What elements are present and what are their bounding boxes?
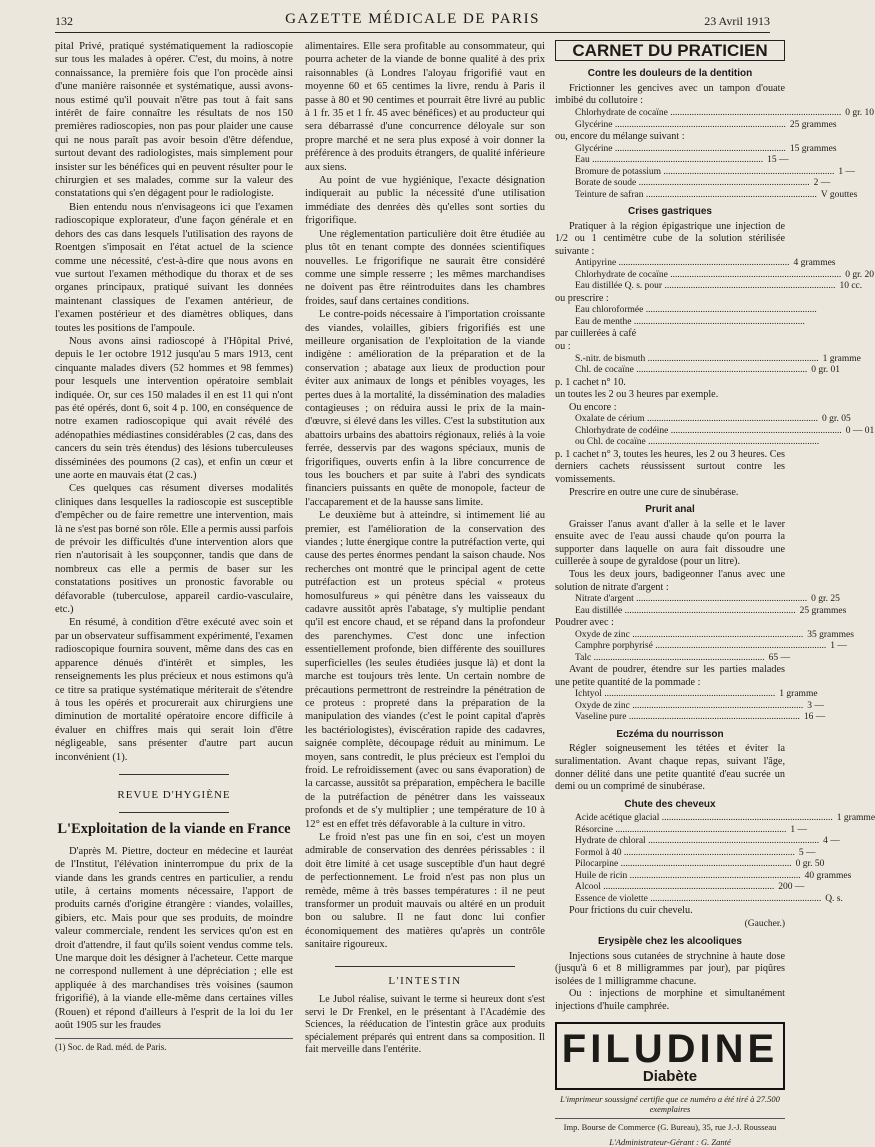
dose: 200 — bbox=[778, 882, 805, 893]
paragraph: Avant de poudrer, étendre sur les parties malades une petite quantité de la pommade : bbox=[555, 664, 785, 688]
dose: 0 gr. 50 bbox=[795, 859, 825, 870]
dose: 25 grammes bbox=[789, 119, 837, 130]
dose: 2 — bbox=[813, 178, 831, 189]
prescription-line bbox=[555, 859, 825, 871]
ingredient: Acide acétique glacial ..... bbox=[575, 813, 833, 825]
column-3 bbox=[555, 40, 875, 1147]
dose bbox=[805, 317, 809, 329]
prescription-line bbox=[555, 641, 847, 653]
prescription-line bbox=[555, 305, 785, 317]
print-run-note: L'imprimeur soussigné certifie que ce numéro a été tiré à 27.500 exemplaires bbox=[560, 1093, 780, 1114]
ingredient: Talc ..... bbox=[575, 653, 765, 665]
prescription-line bbox=[555, 189, 858, 202]
rubric-heading: Contre les douleurs de la dentition bbox=[587, 68, 753, 80]
prescription-line bbox=[555, 178, 831, 190]
prescription-line bbox=[555, 119, 837, 132]
prescription bbox=[555, 813, 875, 905]
paragraph: En résumé, à condition d'être exécuté avec soin et par un observateur suffisamment expérimenté, l'examen radioscopique fournira souvent, même dans des cas en apparence dénués d'intérêt et simples, les renseignements les plus précieux et nous estimons qu'à ce titre sa pratique systématique mériterait de s'étendre à tous les opérés et procurerait aux chirurgiens une diminution de mortalité opératoire encore difficile à évaluer en chiffres mais qui serait loin d'être négligeable, sans présenter d'autre part aucun inconvénient (1). bbox=[55, 617, 293, 763]
section-divider bbox=[119, 812, 229, 813]
dose bbox=[819, 437, 823, 449]
paragraph: ou, encore du mélange suivant : bbox=[555, 131, 685, 142]
paragraph: Pour frictions du cuir chevelu. bbox=[569, 905, 693, 917]
dose: 0 — 01 bbox=[845, 425, 875, 436]
paragraph: Une réglementation particulière doit être étudiée au plus tôt en tenant compte des données scientifiques nouvelles. Le frigorifique ne saurait être considéré comme une simple resserre ; les mêmes marchandises ne doivent pas être réintroduites dans les chambres froides, sauf dans certaines conditions. bbox=[305, 228, 545, 307]
column-2 bbox=[305, 40, 545, 1085]
signature: (Gaucher.) bbox=[744, 918, 785, 929]
ingredient: Eau distillée ..... bbox=[575, 606, 796, 618]
prescription-line bbox=[555, 700, 824, 713]
ingredient: Bromure de potassium ..... bbox=[575, 167, 834, 179]
section-title: REVUE D'HYGIÈNE bbox=[117, 788, 231, 801]
paragraph: un toutes les 2 ou 3 heures par exemple. bbox=[555, 389, 719, 401]
header-rule bbox=[55, 32, 770, 33]
ad-brand: FILUDINE bbox=[561, 1026, 779, 1071]
prescription-line bbox=[555, 281, 863, 293]
prescription-line bbox=[555, 813, 875, 825]
prescription-line bbox=[555, 893, 843, 906]
paragraph: p. 1 cachet n° 10. bbox=[555, 376, 626, 388]
prescription bbox=[555, 108, 874, 131]
paragraph: pital Privé, pratiqué systématiquement la radioscopie sur tous les malades à opérer. C'est, du moins, à notre connaissance, la première fois que l'on procède ainsi d'une manière raisonnée et systématique, aussi avons-nous estimé qu'il pouvait n'être pas tout à fait sans intérêt de faire connaître les résultats de nos 150 premières radioscopies, non pas pour plaider une cause qui ne nous paraît pas avoir besoin d'être défendue, surtout devant des radiologistes, mais simplement pour insister sur les bénéfices qui en peuvent résulter pour le chirurgien et ses malades, comme sur la valeur des constatations qui s'en dégagent pour le radiologiste. bbox=[55, 41, 293, 200]
rubric-heading: Crises gastriques bbox=[628, 206, 712, 218]
paragraph: Le deuxième but à atteindre, si intimement lié au premier, est l'amélioration de la conservation des viandes ; lutte énergique contre la putréfaction verte, qui cause des pertes énormes pendant la saison chaude. Nos recherches ont montré que le principal agent de cette putréfaction est un proteus spécial « proteus homosulfureus » qui pénètre dans les vaisseaux du cadavre aussitôt après l'abatage, s'y multiplie pendant qu'il est encore chaud, et se répand dans la profondeur des parenchymes. C'est donc une infection essentiellement profonde, bien différente des souillures superficielles (les seules étudiées jusque là) et dont la marche est toujours très lente. Un certain nombre de précautions permettront de restreindre la pénétration de ce proteus : propreté dans la préparation de la manipulation des viandes (c'est le point capital d'après les bactériologistes), éviscération rapide des cadavres, saignée complète, découpage réduit au minimum. Le moyen, sans contredit, le plus précieux est l'emploi du froid. Le refroidissement (avec ou sans évaporation) de la carcasse, aussitôt sa préparation, empêchera le bacille de la putréfaction de pénétrer dans les vaisseaux profonds et de s'y multiplier ; une température de 10 à 12° est en effet très défavorable à la culture in vitro. bbox=[305, 510, 545, 830]
paragraph: Frictionner les gencives avec un tampon d'ouate imbibé du collutoire : bbox=[555, 82, 785, 107]
section-divider bbox=[119, 774, 229, 775]
ingredient: Borate de soude ..... bbox=[575, 178, 810, 190]
prescription-line bbox=[555, 317, 785, 329]
ingredient: Oxalate de cérium ..... bbox=[575, 414, 818, 426]
prescription-line bbox=[555, 258, 836, 270]
paragraph: Pratiquer à la région épigastrique une injection de 1/2 ou 1 centimètre cube de la solution stérilisée suivante : bbox=[555, 220, 785, 257]
prescription-line bbox=[555, 629, 854, 642]
ingredient: Eau de menthe ..... bbox=[575, 317, 805, 329]
paragraph: alimentaires. Elle sera profitable au consommateur, qui pourra acheter de la viande de bonne qualité à des prix raisonnables (à Londres l'aloyau frigorifié vaut en moyenne 60 et 65 centimes la livre, rendu à Paris il passe à 80 et 90 centimes et pourrait être livré au public à 1 fr. 35 et 1 fr. 45 avec bénéfices) et au producteur qui sera débarrassé d'une concurrence déloyale sur son propre marché et ne sera plus exposé à voir donner la préférence à des produits étrangers, de qualité inférieure aux siens. bbox=[305, 41, 545, 173]
journal-title: GAZETTE MÉDICALE DE PARIS bbox=[285, 11, 540, 27]
prescription-line bbox=[555, 847, 816, 860]
prescription bbox=[555, 629, 854, 665]
dose: 1 gramme bbox=[822, 353, 861, 364]
prescription-line bbox=[555, 882, 805, 894]
dose: 4 — bbox=[823, 836, 840, 847]
ingredient: S.-nitr. de bismuth ..... bbox=[575, 354, 819, 366]
paragraph: p. 1 cachet n° 3, toutes les heures, les 2 ou 3 heures. Ces derniers cachets réussissent surtout contre les vomissements. bbox=[555, 448, 785, 486]
prescription-line bbox=[555, 605, 847, 618]
ingredient: Nitrate d'argent ..... bbox=[575, 594, 807, 606]
paragraph: Prescrire en outre une cure de sinubérase. bbox=[569, 486, 739, 498]
prescription-line bbox=[555, 824, 807, 837]
prescription bbox=[555, 258, 874, 293]
dose: 1 — bbox=[830, 641, 847, 652]
ingredient: Oxyde de zinc ..... bbox=[575, 630, 803, 642]
paragraph: Ou : injections de morphine et simultanément injections d'huile camphrée. bbox=[555, 988, 785, 1012]
dose: 1 gramme bbox=[779, 689, 818, 700]
dose: 5 — bbox=[798, 847, 816, 858]
notice-text: Le Jubol réalise, suivant le terme si heureux dont s'est servi le Dr Frenkel, en le présentant à l'Académie des Sciences, la rééducation de l'intestin grâce aux produits spécialement préparés qui entrent dans sa composition. Il fait merveille dans l'entérite. bbox=[305, 994, 545, 1056]
dose: 65 — bbox=[768, 652, 790, 663]
ingredient: Chlorhydrate de cocaïne ..... bbox=[575, 270, 841, 282]
ingredient: Oxyde de zinc ..... bbox=[575, 701, 803, 713]
prescription-line bbox=[555, 414, 851, 426]
dose: 3 — bbox=[807, 700, 824, 711]
dose: 4 grammes bbox=[793, 258, 836, 269]
ingredient: Chlorhydrate de cocaïne ..... bbox=[575, 108, 841, 120]
prescription-line bbox=[555, 712, 826, 724]
prescription-line bbox=[555, 870, 852, 883]
dose: 1 — bbox=[838, 166, 856, 177]
dose: 1 gramme bbox=[836, 813, 875, 824]
ingredient: Camphre porphyrisé ..... bbox=[575, 641, 826, 653]
dose: 0 gr. 25 bbox=[811, 594, 840, 605]
manager-line: L'Administrateur-Gérant : G. Zanté bbox=[609, 1136, 731, 1147]
paragraph: Régler soigneusement les tétées et éviter la suralimentation. Avant chaque repas, suivant l'âge, donner délité dans une petite quantité d'eau sucrée un demi ou un comprimé de sinubérase. bbox=[555, 743, 785, 793]
paragraph: Le froid n'est pas une fin en soi, c'est un moyen admirable de conservation des denrées périssables : il doit être limité à cet usage susceptible d'un haut degré de perfectionnement. Le froid n'est pas non plus un remède, même à très basses températures : il ne peut transformer un produit mauvais ou altéré en un produit bon ou salubre. Il ne faut donc lui confier économiquement des matières qu'après un contrôle sanitaire rigoureux. bbox=[305, 831, 545, 951]
prescription bbox=[555, 689, 826, 724]
paragraph: Le contre-poids nécessaire à l'importation croissante des viandes, volailles, gibiers frigorifiés est une meilleure organisation de l'exploitation de la viande indigène : amélioration de la préparation et de la conservation ; abatage aux lieux de production pour éviter aux animaux de longs et pénibles voyages, les pertes dues à la mortalité, la dissémination des maladies contagieuses ; on réduira aussi le prix de la main-d'œuvre, si élevé dans les villes. C'est la substitution aux abattoirs urbains des abattoirs régionaux, reliés à la voie ferrée, desservis par des wagons spéciaux, munis de frigorifiques, ouverts enfin à la libre concurrence de tous les bouchers et par suite à l'abri des syndicats financiers puissants en quête de monopole, facteur de l'accaparement et de la hausse sans limite. bbox=[305, 309, 545, 508]
prescription bbox=[555, 143, 858, 202]
paragraph: Au point de vue hygiénique, l'exacte désignation indiquerait au public la nécessité d'une utilisation immédiate des denrées dès qu'elles sont sorties du frigorifique. bbox=[305, 175, 545, 227]
ingredient: Glycérine ..... bbox=[575, 144, 786, 156]
dose: 25 grammes bbox=[799, 605, 847, 616]
prescription bbox=[555, 353, 861, 377]
dose: V gouttes bbox=[820, 189, 858, 200]
section-divider bbox=[335, 966, 515, 967]
rubric-heading: Prurit anal bbox=[645, 504, 695, 516]
ingredient: Huile de ricin ..... bbox=[575, 871, 801, 883]
prescription-line bbox=[555, 437, 785, 449]
imprint: Imp. Bourse de Commerce (G. Bureau), 35, rue J.-J. Rousseau bbox=[555, 1118, 785, 1133]
ingredient: Antipyrine ..... bbox=[575, 258, 790, 270]
paragraph: Tous les deux jours, badigeonner l'anus avec une solution de nitrate d'argent : bbox=[555, 569, 785, 593]
ingredient: Pilocarpine ..... bbox=[575, 859, 792, 871]
ingredient: Vaseline pure ..... bbox=[575, 712, 800, 724]
article-title: L'Exploitation de la viande en France bbox=[57, 821, 291, 838]
ingredient: ou Chl. de cocaïne ..... bbox=[575, 437, 819, 449]
paragraph: par cuillerées à café bbox=[555, 328, 637, 340]
ad-subtitle: Diabète bbox=[642, 1067, 698, 1085]
prescription-line bbox=[555, 836, 840, 848]
ingredient: Alcool ..... bbox=[575, 882, 774, 894]
dose bbox=[817, 305, 821, 317]
ingredient: Résorcine ..... bbox=[575, 825, 786, 837]
dose: 40 grammes bbox=[804, 870, 852, 881]
paragraph: Nous avons ainsi radioscopé à l'Hôpital Privé, depuis le 1er octobre 1912 jusqu'au 5 mars 1913, cent cinquante malades divers (52 hommes et 98 femmes) pour lesquels une intervention opératoire semblait indiquée. Or, sur ces 150 malades il en est 11 qui n'ont pas été opérés, dont 6, soit 4 p. 100, en conséquence de notre examen radioscopique qui avait révélé des adénopathies médiastines considérables (2 cas, dans des cancers du sein très étendus) des lésions tuberculeuses disséminées des poumons (2 cas), et enfin un cœur et une aorte en mauvais état (2 cas.) bbox=[55, 335, 293, 481]
dose: 1 — bbox=[790, 824, 807, 835]
paragraph: Graisser l'anus avant d'aller à la selle et le laver ensuite avec de l'eau aussi chaude qu'on pourra la supporter dans laquelle on aura fait dissoudre une cuillerée à soupe de gyraldose (pour un litre). bbox=[555, 518, 785, 568]
prescription-line bbox=[555, 365, 840, 377]
ingredient: Chl. de cocaïne ..... bbox=[575, 365, 807, 377]
ingredient: Eau distillée Q. s. pour ..... bbox=[575, 281, 835, 293]
paragraph: ou prescrire : bbox=[555, 292, 609, 304]
prescription-line bbox=[555, 689, 818, 701]
ingredient: Teinture de safran ..... bbox=[575, 190, 817, 202]
ingredient: Eau ..... bbox=[575, 155, 763, 167]
paragraph: D'après M. Piettre, docteur en médecine et lauréat de l'Institut, l'élévation ininterrompue du prix de la viande dans les grands centres en particulier, a rendu utile, à certains moments nécessaire, l'apport de produits carnés d'origine étrangère : viandes, volailles, gibiers, etc. Mais pour que ses produits, de moindre valeur commerciale, rendent les services qu'on est en droit d'attendre, il faut qu'ils soient vendus comme tels. Une marque doit les désigner à l'acheteur. Cette marque ne correspond nullement à une dépréciation ; elle est appliquée à des marchandises très voisines (saumon frigorifié), à la viande elle-même dans certaines villes (Rouen) et répond d'ailleurs à l'esprit de la loi du 1er août 1905 sur les fraudes bbox=[55, 845, 293, 1032]
footnote: (1) Soc. de Rad. méd. de Paris. bbox=[55, 1038, 293, 1053]
ingredient: Eau chloroformée ..... bbox=[575, 305, 817, 317]
ingredient: Chlorhydrate de codéine ..... bbox=[575, 426, 842, 438]
dose: 0 gr. 10 bbox=[845, 108, 874, 118]
paragraph: Ou encore : bbox=[569, 401, 617, 413]
ingredient: Essence de violette ..... bbox=[575, 894, 821, 906]
dose: Q. s. bbox=[825, 893, 843, 904]
page-header bbox=[55, 8, 770, 30]
rubric-heading: Erysipèle chez les alcooliques bbox=[598, 936, 742, 948]
ingredient: Glycérine ..... bbox=[575, 120, 786, 132]
issue-date: 23 Avril 1913 bbox=[704, 14, 770, 28]
page-number: 132 bbox=[55, 14, 73, 28]
ingredient: Formol à 40 ..... bbox=[575, 848, 795, 860]
paragraph: ou : bbox=[555, 340, 571, 352]
dose: 0 gr. 20 bbox=[845, 269, 874, 280]
dose: 16 — bbox=[803, 712, 826, 723]
column-1 bbox=[55, 40, 293, 1085]
rubric-heading: Eczéma du nourrisson bbox=[616, 728, 724, 740]
paragraph: Ces quelques cas résument diverses modalités cliniques dans lesquelles la radioscopie est susceptible d'empêcher ou de faire remettre une intervention, mais là ne s'est pas borné son rôle. Elle a permis aussi parfois de prévoir les difficultés d'une intervention alors que rien n'autorisait à les soupçonner, tandis que dans de nombreux cas elle a permis de baser sur les constatations positives un pronostic favorable ou défavorable (tuberculose, appareil cardio-vasculaire, etc.) bbox=[55, 483, 293, 616]
rubric-heading: Chute des cheveux bbox=[624, 798, 716, 810]
prescription-line bbox=[555, 166, 856, 179]
notice-title: L'INTESTIN bbox=[388, 974, 462, 987]
paragraph: Poudrer avec : bbox=[555, 617, 614, 629]
dose: 15 — bbox=[767, 155, 789, 166]
prescription-line bbox=[555, 594, 840, 606]
carnet-title: CARNET DU PRATICIEN bbox=[555, 40, 785, 61]
prescription bbox=[555, 305, 785, 328]
prescription-line bbox=[555, 269, 874, 282]
prescription bbox=[555, 594, 847, 617]
dose: 0 gr. 05 bbox=[822, 414, 851, 425]
dose: 35 grammes bbox=[807, 629, 854, 640]
ingredient: Ichtyol ..... bbox=[575, 689, 775, 701]
dose: 10 cc. bbox=[839, 281, 863, 292]
prescription-line bbox=[555, 425, 875, 438]
prescription-line bbox=[555, 353, 861, 366]
prescription-line bbox=[555, 652, 790, 665]
prescription bbox=[555, 414, 875, 449]
ingredient: Hydrate de chloral ..... bbox=[575, 836, 819, 848]
advertisement bbox=[555, 1022, 785, 1090]
paragraph: Bien entendu nous n'envisageons ici que l'examen radioscopique explorateur, d'une façon générale et en dehors des cas dans lesquels l'utilisation des rayons de Roentgen s'imposait en l'état actuel de la science comme une nécessité, c'est-à-dire que nous avons en vue surtout l'examen méthodique du thorax et de ses organes principaux, pratiqué suivant les données maintenant classiques de l'examen antérieur, de l'examen postérieur et des diamètres obliques, dans toutes les positions de l'ampoule. bbox=[55, 201, 293, 334]
dose: 15 grammes bbox=[789, 143, 837, 154]
prescription-line bbox=[555, 143, 837, 156]
paragraph: Injections sous cutanées de strychnine à haute dose (jusqu'à 6 et 8 milligrammes par jour), par piqûres isolées de 1 milligramme chacune. bbox=[555, 950, 785, 987]
dose: 0 gr. 01 bbox=[811, 365, 840, 376]
prescription-line bbox=[555, 108, 874, 120]
prescription-line bbox=[555, 155, 789, 167]
